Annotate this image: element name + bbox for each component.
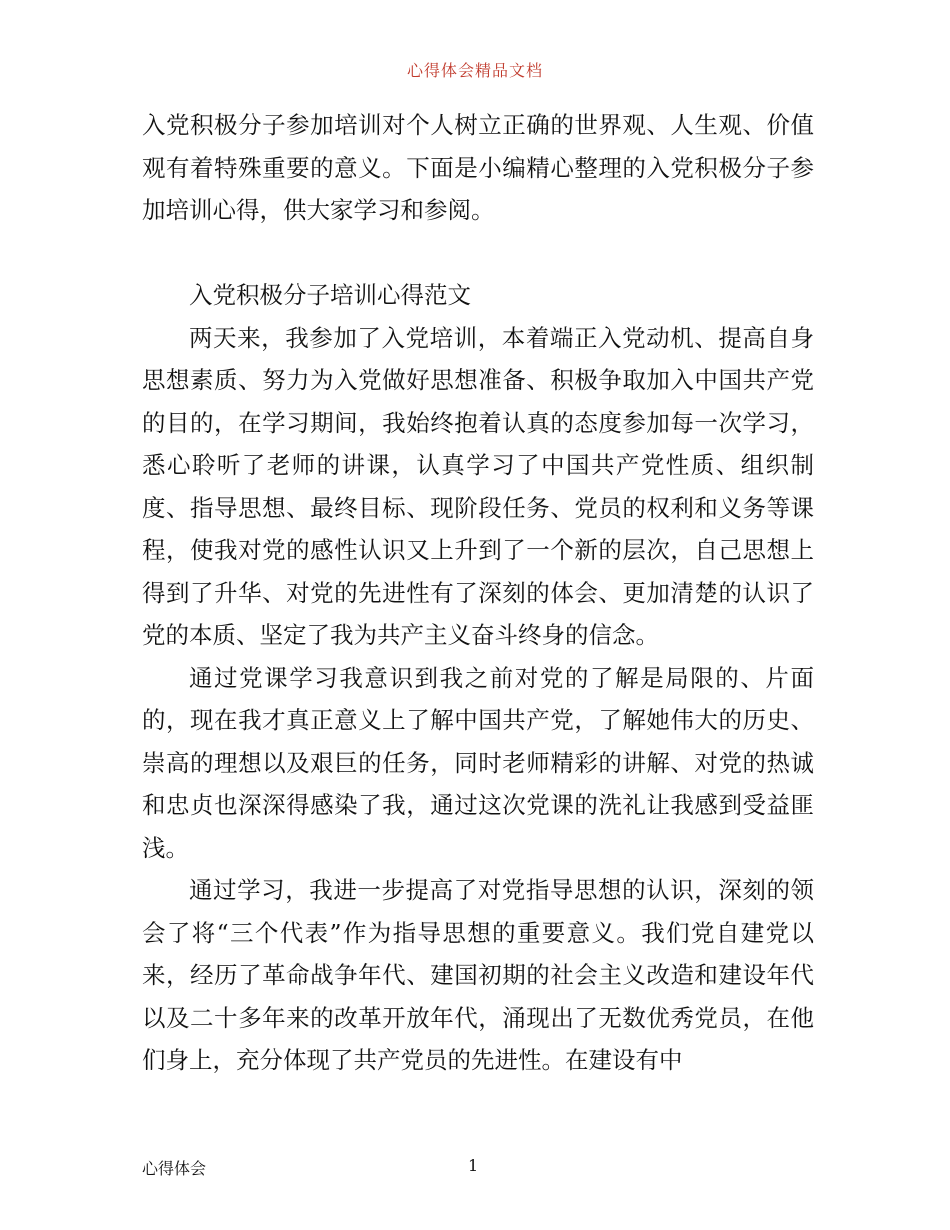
footer-label: 心得体会 — [142, 1159, 207, 1178]
intro-paragraph: 入党积极分子参加培训对个人树立正确的世界观、人生观、价值观有着特殊重要的意义。下面是小编精心整理的入党积极分子参加培训心得，供大家学习和参阅。 — [142, 111, 814, 224]
section-title: 入党积极分子培训心得范文 — [189, 281, 471, 309]
body-paragraph-3: 通过学习，我进一步提高了对党指导思想的认识，深刻的领会了将“三个代表”作为指导思想的重要意义。我们党自建党以来，经历了革命战争年代、建国初期的社会主义改造和建设年代以及二十多年来的改革开放年代，涌现出了无数优秀党员，在他们身上，充分体现了共产党员的先进性。在建设有中 — [142, 876, 814, 1074]
body-paragraph-1: 两天来，我参加了入党培训，本着端正入党动机、提高自身思想素质、努力为入党做好思想准备、积极争取加入中国共产党的目的，在学习期间，我始终抱着认真的态度参加每一次学习，悉心聆听了老师的讲课，认真学习了中国共产党性质、组织制度、指导思想、最终目标、现阶段任务、党员的权利和义务等课程，使我对党的感性认识又上升到了一个新的层次，自己思想上得到了升华、对党的先进性有了深刻的体会、更加清楚的认识了党的本质、坚定了我为共产主义奋斗终身的信念。 — [142, 323, 814, 649]
page-header-title: 心得体会精品文档 — [406, 61, 543, 80]
page-number: 1 — [468, 1156, 479, 1175]
document-body — [142, 104, 814, 1082]
body-paragraph-2: 通过党课学习我意识到我之前对党的了解是局限的、片面的，现在我才真正意义上了解中国共产党，了解她伟大的历史、崇高的理想以及艰巨的任务，同时老师精彩的讲解、对党的热诚和忠贞也深深得感染了我，通过这次党课的洗礼让我感到受益匪浅。 — [142, 663, 814, 862]
